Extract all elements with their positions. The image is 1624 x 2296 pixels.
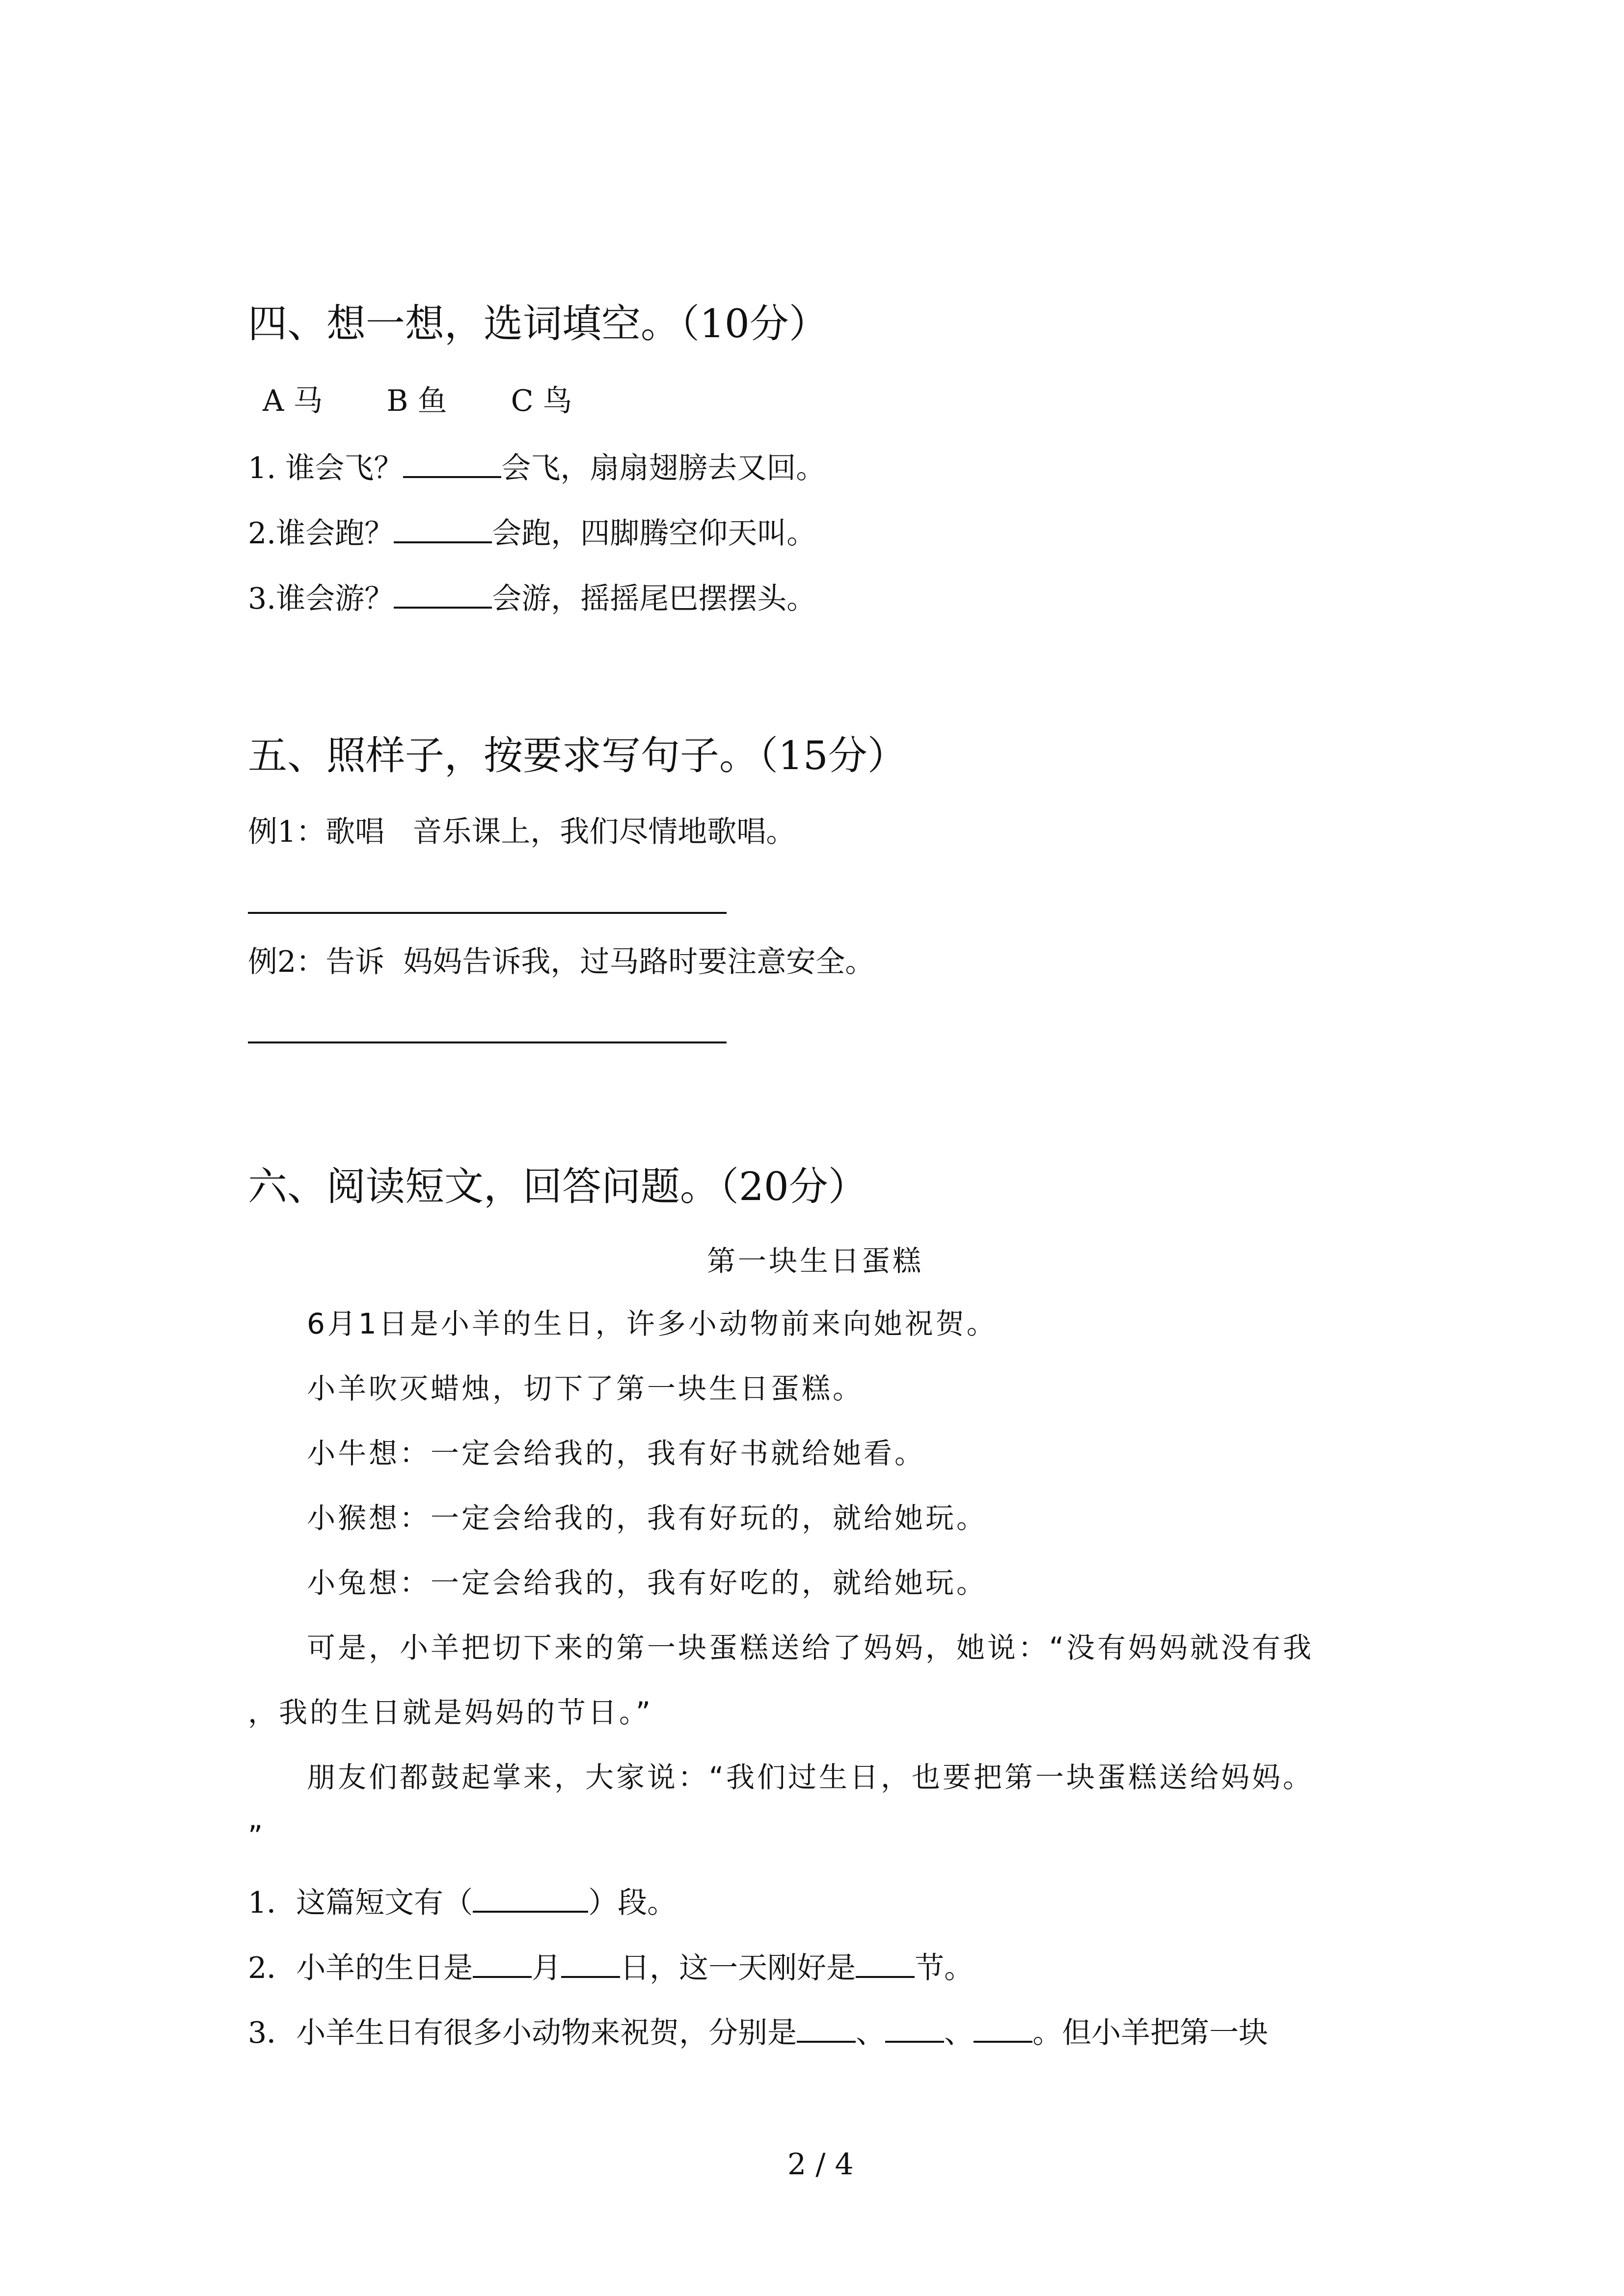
answer-line-1[interactable] (248, 912, 727, 914)
example-2 (248, 947, 874, 977)
example-sentence: 妈妈告诉我，过马路时要注意安全。 (403, 945, 875, 979)
answer-blank[interactable] (473, 1887, 588, 1913)
section-4-title: 四、想一想，选词填空。（10分） (248, 301, 828, 347)
example-label: 例2： (248, 945, 326, 979)
question-text: 小羊的生日是 (296, 1951, 473, 1985)
answer-blank[interactable] (403, 453, 501, 478)
question-text: 节。 (915, 1951, 974, 1985)
question-text: 这篇短文有（ (296, 1886, 473, 1920)
section-4-question-2 (248, 516, 816, 551)
answer-blank[interactable] (473, 1952, 532, 1978)
option-b: B 鱼 (386, 384, 447, 418)
option-c: C 鸟 (511, 384, 572, 418)
question-text: 日，这一天刚好是 (620, 1951, 856, 1985)
passage-paragraph-7-line-1: 朋友们都鼓起掌来，大家说：“我们过生日，也要把第一块蛋糕送给妈妈。 (307, 1761, 1314, 1794)
answer-blank[interactable] (885, 2017, 944, 2043)
section-5-title: 五、照样子，按要求写句子。（15分） (248, 733, 907, 778)
question-text: 会游，摇摇尾巴摆摆头。 (492, 582, 816, 616)
answer-blank[interactable] (394, 518, 492, 543)
option-a: A 马 (263, 384, 323, 418)
passage-paragraph-1: 6月1日是小羊的生日，许多小动物前来向她祝贺。 (307, 1307, 998, 1340)
reading-question-2 (248, 1952, 974, 1983)
reading-question-3 (248, 2017, 1268, 2048)
answer-blank[interactable] (394, 583, 492, 609)
question-prompt: 谁会飞？ (285, 451, 404, 485)
example-word: 歌唱 (325, 815, 385, 849)
question-number: 1． (248, 1886, 297, 1920)
passage-paragraph-6-line-1: 可是，小羊把切下来的第一块蛋糕送给了妈妈，她说：“没有妈妈就没有我 (307, 1631, 1314, 1664)
section-4-options (263, 386, 636, 416)
answer-blank[interactable] (974, 2017, 1032, 2043)
question-text: 会跑，四脚腾空仰天叫。 (492, 516, 816, 551)
question-text: 。但小羊把第一块 (1032, 2016, 1269, 2050)
passage-paragraph-7-line-2: ” (248, 1819, 266, 1853)
passage-title: 第一块生日蛋糕 (707, 1244, 924, 1278)
example-1 (248, 817, 795, 847)
passage-paragraph-4: 小猴想：一定会给我的，我有好玩的，就给她玩。 (307, 1501, 988, 1535)
passage-paragraph-5: 小兔想：一定会给我的，我有好吃的，就给她玩。 (307, 1566, 988, 1600)
question-prompt: 谁会游？ (276, 582, 394, 616)
answer-blank[interactable] (856, 1952, 915, 1978)
answer-blank[interactable] (561, 1952, 620, 1978)
question-text: 小羊生日有很多小动物来祝贺，分别是 (296, 2016, 797, 2050)
answer-line-2[interactable] (248, 1041, 727, 1043)
passage-paragraph-3: 小牛想：一定会给我的，我有好书就给她看。 (307, 1437, 926, 1470)
question-text: 会飞，扇扇翅膀去又回。 (501, 451, 826, 485)
separator: 、 (944, 2016, 974, 2050)
passage-paragraph-2: 小羊吹灭蜡烛，切下了第一块生日蛋糕。 (307, 1372, 864, 1405)
example-label: 例1： (248, 815, 326, 849)
page-number: 2 / 4 (787, 2147, 854, 2182)
section-4-question-3 (248, 583, 816, 614)
example-sentence: 音乐课上，我们尽情地歌唱。 (412, 815, 796, 849)
separator: 、 (856, 2016, 886, 2050)
question-prompt: 谁会跑？ (276, 516, 394, 551)
example-word: 告诉 (325, 945, 385, 979)
section-4-question-1 (248, 453, 825, 483)
passage-paragraph-6-line-2: ，我的生日就是妈妈的节日。” (248, 1696, 653, 1729)
question-number: 2． (248, 1951, 297, 1985)
question-text: ）段。 (588, 1886, 677, 1920)
question-number: 3． (248, 2016, 297, 2050)
question-number: 1. (248, 451, 276, 485)
question-number: 3. (248, 582, 276, 616)
question-number: 2. (248, 516, 276, 551)
answer-blank[interactable] (797, 2017, 856, 2043)
reading-question-1 (248, 1887, 677, 1918)
question-text: 月 (532, 1951, 562, 1985)
section-6-title: 六、阅读短文，回答问题。（20分） (248, 1164, 867, 1209)
